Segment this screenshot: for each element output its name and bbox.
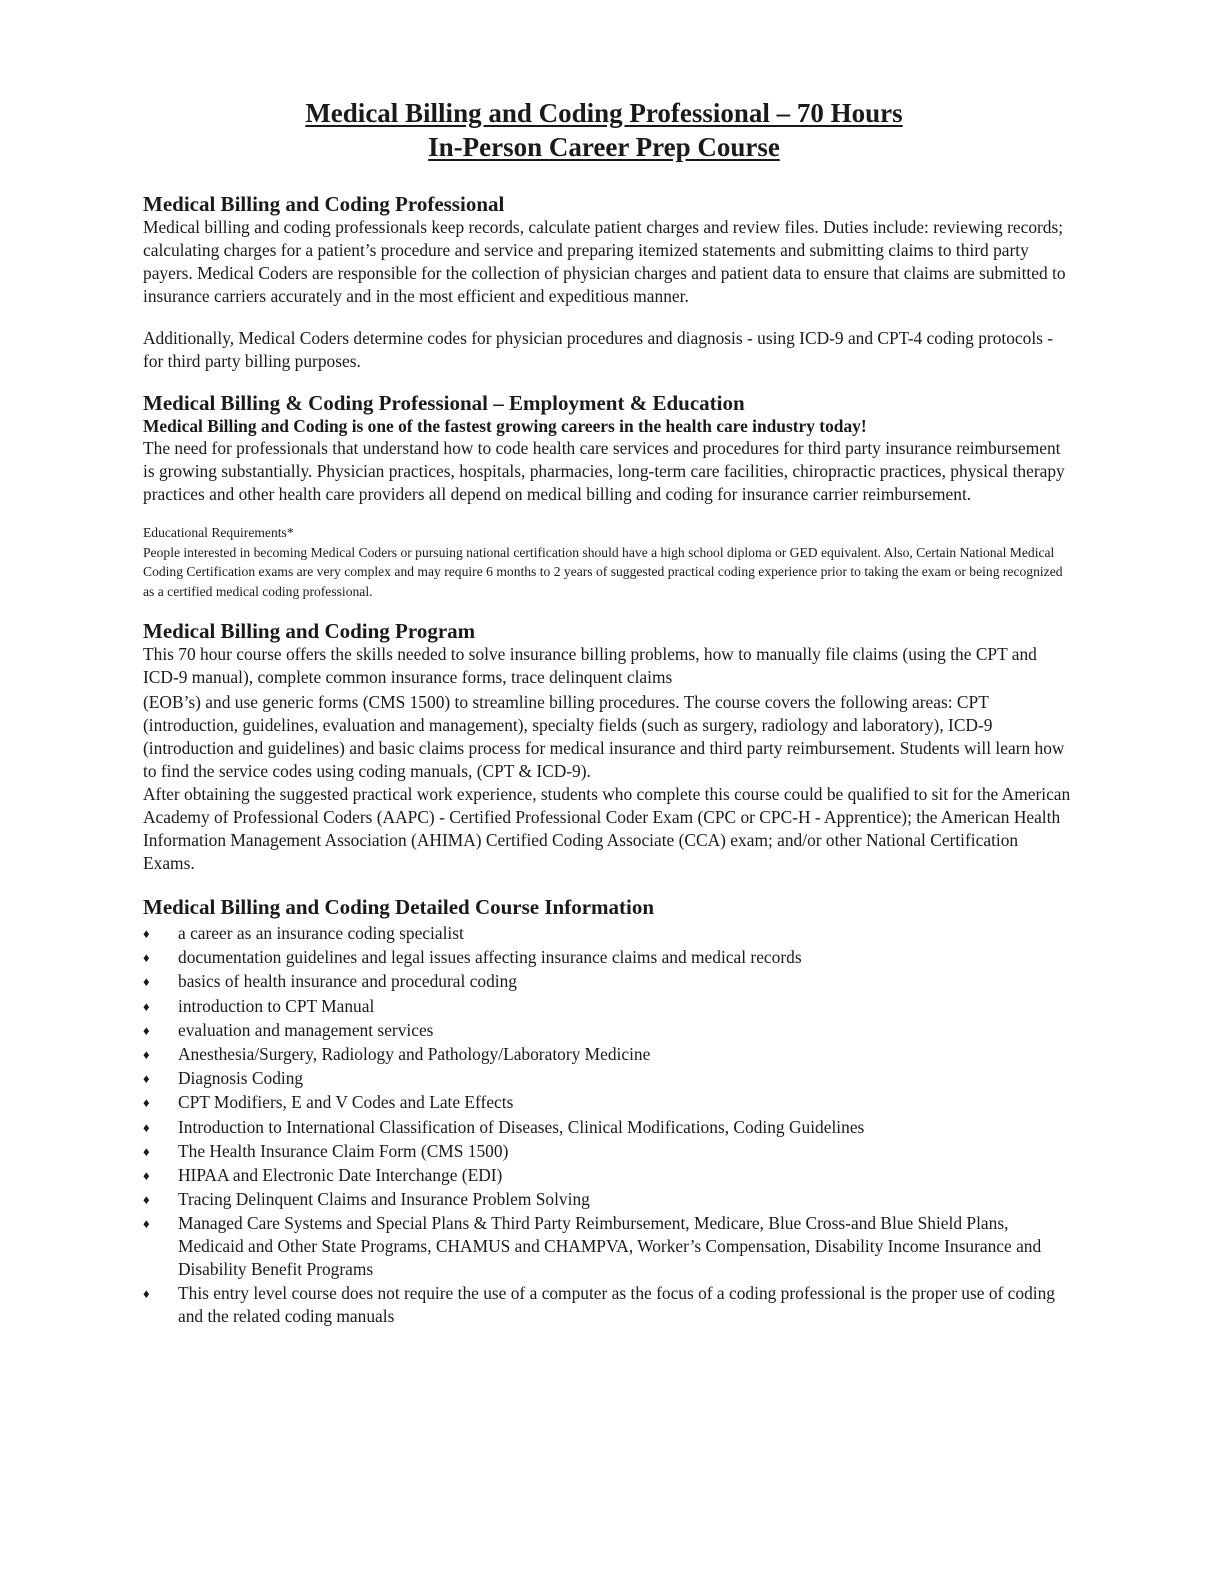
course-topic-text: Anesthesia/Surgery, Radiology and Pathology/Laboratory Medicine [178, 1043, 651, 1064]
course-topic-text: Tracing Delinquent Claims and Insurance Problem Solving [178, 1189, 590, 1210]
course-topic-text: This entry level course does not require the use of a computer as the focus of a coding professional is the proper use of coding and the related coding manuals [178, 1283, 1055, 1327]
course-topic-item [143, 1188, 1073, 1211]
education-text: People interested in becoming Medical Coders or pursuing national certification should have a high school diploma or GED equivalent. Also, Certain National Medical Coding Certification exams are very complex and may require 6 months to 2 years of suggested practical coding experience prior to taking the exam or being recognized as a certified medical coding professional. [143, 544, 1063, 599]
program-paragraph-2: After obtaining the suggested practical work experience, students who complete this course could be qualified to sit for the American Academy of Professional Coders (AAPC) - Certified Professional Coder Exam (CPC or CPC-H - Apprentice); the American Health Information Management Association (AHIMA) Certified Coding Associate (CCA) exam; and/or other National Certification Exams. [143, 784, 1071, 873]
section-overview [143, 192, 1073, 373]
course-topic-list [143, 922, 1073, 1328]
overview-paragraph-2: Additionally, Medical Coders determine codes for physician procedures and diagnosis - using ICD-9 and CPT-4 coding protocols - for third party billing purposes. [143, 328, 1054, 371]
education-label: Educational Requirements* [143, 525, 294, 540]
course-topic-item [143, 1212, 1073, 1281]
diamond-bullet-icon: ♦ [143, 974, 150, 990]
diamond-bullet-icon: ♦ [143, 1216, 150, 1232]
section-course-details [143, 895, 1073, 1328]
program-paragraph-1b: (EOB’s) and use generic forms (CMS 1500) to streamline billing procedures. The course covers the following areas: CPT (introduction, guidelines, evaluation and management), specialty fields (such as surgery, radiology and laboratory), ICD-9 (introduction and guidelines) and basic claims process for medical insurance and third party reimbursement. Students will learn how to find the service codes using coding manuals, (CPT & ICD-9). [143, 692, 1065, 781]
employment-lead: Medical Billing and Coding is one of the fastest growing careers in the health care industry today! [143, 416, 867, 436]
course-topic-text: Introduction to International Classification of Diseases, Clinical Modifications, Coding Guidelines [178, 1116, 865, 1137]
course-topic-item [143, 970, 1073, 993]
course-topic-text: HIPAA and Electronic Date Interchange (EDI) [178, 1164, 503, 1185]
title-line-2: In-Person Career Prep Course [428, 132, 780, 162]
program-paragraph-1a: This 70 hour course offers the skills needed to solve insurance billing problems, how to manually file claims (using the CPT and ICD-9 manual), complete common insurance forms, trace delinquent claims [143, 644, 1037, 687]
course-topic-item [143, 1019, 1073, 1042]
diamond-bullet-icon: ♦ [143, 1143, 150, 1159]
employment-paragraph: The need for professionals that understand how to code health care services and procedures for third party insurance reimbursement is growing substantially. Physician practices, hospitals, pharmacies, long-term care facilities, chiropractic practices, physical therapy practices and other health care providers all depend on medical billing and coding for insurance carrier reimbursement. [143, 438, 1065, 504]
diamond-bullet-icon: ♦ [143, 1071, 150, 1087]
course-topic-text: Diagnosis Coding [178, 1068, 304, 1089]
course-topic-item [143, 1067, 1073, 1090]
diamond-bullet-icon: ♦ [143, 1046, 150, 1062]
course-topic-text: introduction to CPT Manual [178, 995, 375, 1016]
diamond-bullet-icon: ♦ [143, 1167, 150, 1183]
diamond-bullet-icon: ♦ [143, 1095, 150, 1111]
diamond-bullet-icon: ♦ [143, 998, 150, 1014]
section-employment-education [143, 391, 1073, 601]
section-heading-overview: Medical Billing and Coding Professional [143, 192, 505, 216]
diamond-bullet-icon: ♦ [143, 1286, 150, 1302]
diamond-bullet-icon: ♦ [143, 1022, 150, 1038]
title-line-1: Medical Billing and Coding Professional – 70 Hours [305, 98, 903, 128]
document-title [135, 96, 1073, 164]
course-topic-item [143, 1282, 1073, 1328]
course-topic-item [143, 922, 1073, 945]
section-heading-program: Medical Billing and Coding Program [143, 619, 476, 643]
diamond-bullet-icon: ♦ [143, 1192, 150, 1208]
course-topic-item [143, 1091, 1073, 1114]
section-program [143, 619, 1073, 875]
course-topic-text: documentation guidelines and legal issues affecting insurance claims and medical records [178, 947, 802, 968]
course-topic-text: CPT Modifiers, E and V Codes and Late Effects [178, 1092, 514, 1113]
course-topic-text: Managed Care Systems and Special Plans & Third Party Reimbursement, Medicare, Blue Cross-and Blue Shield Plans, Medicaid and Other State Programs, CHAMUS and CHAMPVA, Worker’s Compensation, Disability Income Insurance and Disability Benefit Programs [178, 1213, 1042, 1280]
course-topic-item [143, 1116, 1073, 1139]
course-topic-item [143, 946, 1073, 969]
course-topic-item [143, 1164, 1073, 1187]
section-heading-course-details: Medical Billing and Coding Detailed Course Information [143, 895, 655, 919]
course-topic-item [143, 995, 1073, 1018]
section-heading-employment: Medical Billing & Coding Professional – Employment & Education [143, 391, 745, 415]
course-topic-item [143, 1140, 1073, 1163]
diamond-bullet-icon: ♦ [143, 1119, 150, 1135]
diamond-bullet-icon: ♦ [143, 950, 150, 966]
course-topic-text: evaluation and management services [178, 1019, 434, 1040]
course-topic-text: basics of health insurance and procedural coding [178, 971, 517, 992]
diamond-bullet-icon: ♦ [143, 926, 150, 941]
document-page [143, 96, 1073, 1330]
course-topic-text: The Health Insurance Claim Form (CMS 1500) [178, 1140, 509, 1161]
course-topic-item [143, 1043, 1073, 1066]
overview-paragraph-1: Medical billing and coding professionals keep records, calculate patient charges and review files. Duties include: reviewing records; calculating charges for a patient’s procedure and service and preparing itemized statements and submitting claims to third party payers. Medical Coders are responsible for the collection of physician charges and patient data to ensure that claims are submitted to insurance carriers accurately and in the most efficient and expeditious manner. [143, 217, 1066, 306]
course-topic-text: a career as an insurance coding specialist [178, 923, 464, 943]
